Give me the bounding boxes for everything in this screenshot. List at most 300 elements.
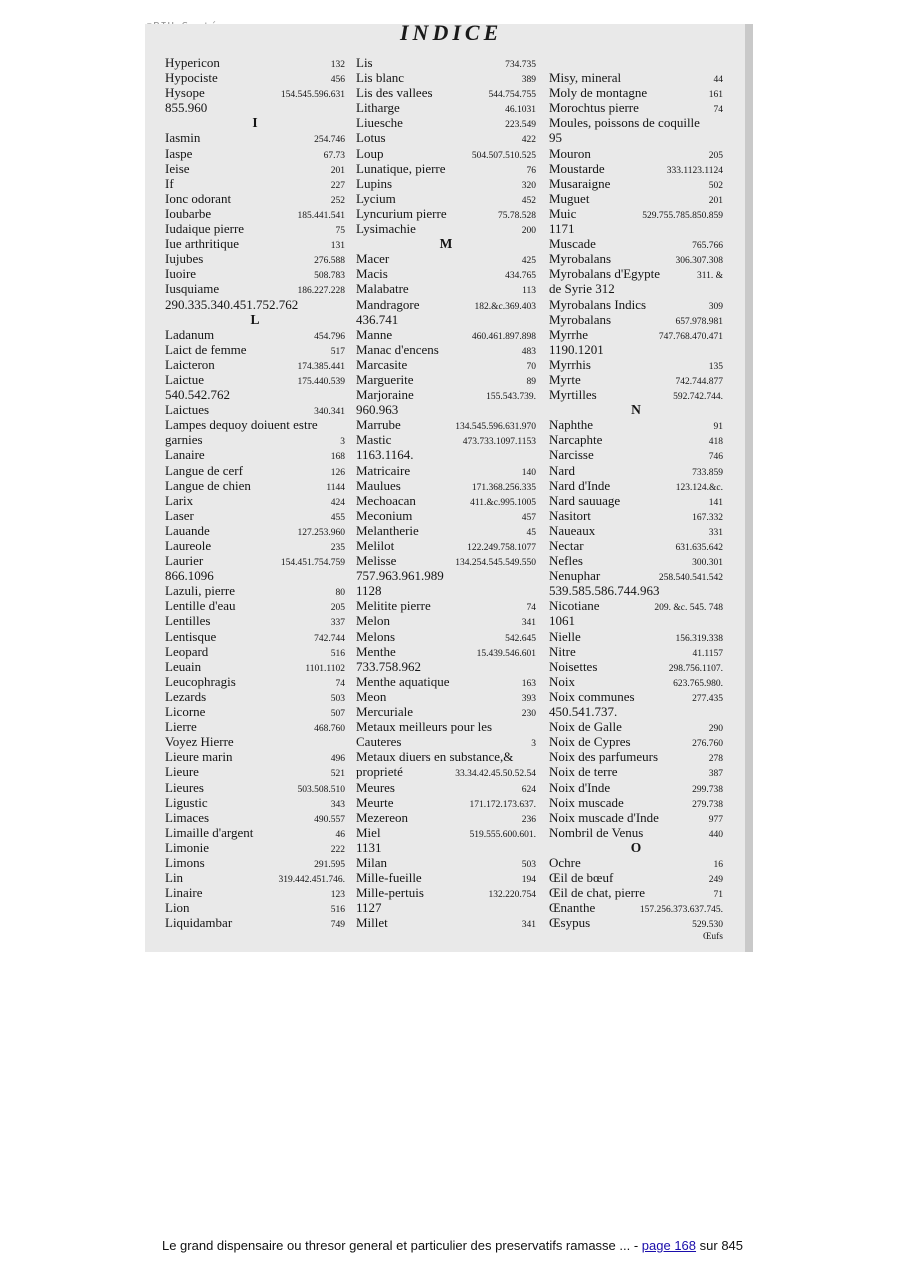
index-entry [549,659,723,674]
section-letter [165,312,345,327]
entry-pages: 174.385.441 [297,361,345,372]
entry-pages: 455 [330,512,345,523]
index-entry [356,297,536,312]
entry-pages: 434.765 [505,271,536,282]
entry-term: Lysimachie [356,221,416,237]
entry-term: Metaux diuers en substance,& [356,749,514,765]
entry-term: O [630,839,642,855]
entry-pages: 67.73 [323,150,345,161]
entry-pages: 167.332 [692,512,723,523]
index-entry [165,372,345,387]
index-entry [356,764,536,779]
index-entry [549,70,723,85]
index-entry [356,115,536,130]
index-entry [356,312,536,327]
entry-term: Naueaux [549,522,596,538]
entry-term: Lis blanc [356,70,405,86]
index-entry [549,372,723,387]
entry-term: Myrrhis [549,356,591,372]
entry-term: Limaille d'argent [165,824,254,840]
index-entry [356,538,536,553]
index-entry [549,734,723,749]
entry-pages: 278 [708,754,723,765]
entry-pages: 516 [330,905,345,916]
index-entry [165,221,345,236]
entry-term: Myrrhe [549,326,588,342]
entry-term: Nicotiane [549,598,600,614]
entry-pages: 473.733.1097.1153 [462,437,536,448]
entry-term: Licorne [165,704,206,720]
entry-term: Nefles [549,553,583,569]
entry-pages: 175.440.539 [297,376,345,387]
entry-term: 450.541.737. [549,704,618,720]
index-entry [356,704,536,719]
entry-pages: 291.595 [314,859,345,870]
entry-pages: 765.766 [692,241,723,252]
entry-term: Manac d'encens [356,341,439,357]
index-entry [549,613,723,628]
index-entry [356,629,536,644]
entry-term: Ligustic [165,794,208,810]
index-entry [165,644,345,659]
entry-term: Lezards [165,688,207,704]
entry-pages: 70 [526,361,536,372]
index-entry [356,523,536,538]
index-entry [165,251,345,266]
index-entry [165,191,345,206]
entry-term: Ladanum [165,326,215,342]
entry-term: Lotus [356,130,386,146]
index-entry [165,629,345,644]
entry-pages: 503.508.510 [297,784,345,795]
entry-term: Œnanthe [549,900,596,916]
index-entry [165,266,345,281]
entry-pages: 123 [330,890,345,901]
entry-term: Mastic [356,432,392,448]
entry-pages: 44 [713,75,723,86]
entry-term: Lauande [165,522,210,538]
entry-term: Liquidambar [165,915,233,931]
index-entry [356,176,536,191]
page-total: sur 845 [696,1238,744,1253]
entry-term: Œil de chat, pierre [549,885,646,901]
index-entry [165,704,345,719]
entry-term: Lis des vallees [356,85,433,101]
entry-term: Mille-fueille [356,870,422,886]
entry-term: Mouron [549,145,591,161]
index-entry [549,115,723,130]
entry-term: Lentilles [165,613,211,629]
entry-term: Maulues [356,477,401,493]
index-entry [549,146,723,161]
entry-pages: 209. &c. 545. 748 [654,603,723,614]
entry-pages: 75 [335,226,345,237]
entry-pages: 387 [708,769,723,780]
entry-pages: 422 [521,135,536,146]
entry-term: Melon [356,613,390,629]
index-entry [165,85,345,100]
index-entry [549,221,723,236]
entry-pages: 306.307.308 [675,256,723,267]
entry-term: Lieures [165,779,204,795]
index-entry [165,100,345,115]
index-entry [549,825,723,840]
entry-pages: 113 [522,286,536,297]
entry-pages: 76 [526,165,536,176]
entry-pages: 252 [330,195,345,206]
entry-pages: 468.760 [314,724,345,735]
index-entry [165,447,345,462]
entry-term: 1127 [356,900,382,916]
index-entry [165,780,345,795]
entry-pages: 300.301 [692,558,723,569]
entry-pages: 156.319.338 [675,633,723,644]
entry-term: N [631,402,641,418]
index-entry [165,327,345,342]
entry-pages: 460.461.897.898 [471,331,536,342]
entry-term: Marjoraine [356,387,414,403]
entry-pages: 132 [330,60,345,70]
entry-term: 290.335.340.451.752.762 [165,296,299,312]
index-entry [356,749,536,764]
entry-pages: 127.253.960 [297,527,345,538]
entry-pages: 299.738 [692,784,723,795]
entry-term: Macis [356,266,388,282]
index-entry [356,206,536,221]
entry-pages: 126 [330,467,345,478]
index-entry [549,870,723,885]
entry-pages: Œufs [702,932,723,943]
entry-term: Ionc odorant [165,190,232,206]
entry-term: Narcisse [549,447,594,463]
entry-term: Laureole [165,538,212,553]
entry-pages: 542.645 [505,633,536,644]
entry-pages: 341 [521,920,536,931]
entry-term: Nectar [549,538,584,553]
index-entry [356,583,536,598]
index-entry [549,85,723,100]
entry-pages: 194 [521,875,536,886]
entry-term: Lanaire [165,447,205,463]
entry-pages: 490.557 [314,814,345,825]
entry-term: Laurier [165,553,204,569]
entry-pages: 141 [708,497,723,508]
entry-pages: 298.756.1107. [668,663,723,674]
entry-term: Marcasite [356,356,408,372]
entry-pages: 742.744.877 [675,376,723,387]
index-entry [549,161,723,176]
entry-term: Muscade [549,236,596,252]
section-letter [549,402,723,417]
index-entry [165,297,345,312]
entry-term: 1131 [356,839,382,855]
index-entry [356,840,536,855]
entry-pages: 504.507.510.525 [471,150,536,161]
index-entry [356,689,536,704]
index-entry [549,704,723,719]
index-entry [356,357,536,372]
entry-pages: 309 [708,301,723,312]
entry-pages: 290 [708,724,723,735]
index-entry [549,463,723,478]
entry-term: Œil de bœuf [549,870,614,886]
entry-term: Lunatique, pierre [356,160,446,176]
index-entry [549,930,723,945]
entry-term: Iaspe [165,145,193,161]
entry-term: Milan [356,854,388,870]
entry-term: proprieté [356,764,403,780]
entry-pages: 331 [708,527,723,538]
index-entry [356,780,536,795]
entry-term: Hypociste [165,70,218,86]
footer [0,1238,905,1253]
entry-term: If [165,175,174,191]
entry-term: Lentisque [165,628,217,644]
index-entry [165,659,345,674]
index-entry [356,281,536,296]
index-entry [356,463,536,478]
page-link[interactable]: page 168 [641,1238,697,1253]
index-column-3 [549,55,723,946]
entry-term: Meures [356,779,395,795]
index-entry [549,644,723,659]
index-entry [356,900,536,915]
entry-term: Lentille d'eau [165,598,236,614]
index-entry [356,417,536,432]
entry-pages: 122.249.758.1077 [467,543,536,553]
entry-pages: 516 [330,648,345,659]
index-entry [549,251,723,266]
entry-pages: 592.742.744. [673,392,723,403]
entry-term: Litharge [356,100,400,116]
entry-pages: 279.738 [692,799,723,810]
index-entry [549,780,723,795]
index-entry [165,55,345,70]
entry-pages: 425 [521,256,536,267]
index-entry [549,417,723,432]
index-entry [165,417,345,432]
index-entry [549,55,723,70]
entry-pages: 91 [713,422,723,433]
entry-term: Iujubes [165,251,204,267]
index-entry [165,387,345,402]
entry-term: 1171 [549,221,575,237]
index-entry [549,266,723,281]
index-entry [549,795,723,810]
index-entry [549,432,723,447]
entry-term: Misy, mineral [549,70,622,86]
index-entry [356,885,536,900]
entry-pages: 452 [521,195,536,206]
entry-term: Myrobalans Indics [549,296,647,312]
entry-pages: 205 [708,150,723,161]
entry-pages: 155.543.739. [486,392,536,403]
index-entry [549,915,723,930]
entry-term: 1190.1201 [549,341,604,357]
entry-pages: 277.435 [692,693,723,704]
index-entry [165,432,345,447]
entry-term: 757.963.961.989 [356,568,444,584]
index-entry [356,342,536,357]
index-entry [549,236,723,251]
index-entry [356,327,536,342]
index-entry [165,764,345,779]
entry-term: Macer [356,251,390,267]
entry-term: Mille-pertuis [356,885,424,901]
entry-term: Noix de Cypres [549,734,631,750]
index-entry [356,810,536,825]
index-entry [356,719,536,734]
index-entry [356,915,536,930]
entry-term: Miel [356,824,381,840]
entry-term: 855.960 [165,100,208,116]
index-entry [165,130,345,145]
entry-pages: 333.1123.1124 [666,165,723,176]
entry-pages: 134.545.596.631.970 [455,422,536,433]
entry-pages: 418 [708,437,723,448]
entry-pages: 227 [330,180,345,191]
entry-pages: 140 [521,467,536,478]
entry-pages: 89 [526,376,536,387]
index-entry [165,523,345,538]
index-entry [549,674,723,689]
index-entry [165,840,345,855]
index-entry [356,870,536,885]
index-entry [549,478,723,493]
entry-pages: 223.549 [505,120,536,131]
entry-term: Manne [356,326,393,342]
entry-pages: 123.124.&c. [675,482,723,493]
index-entry [549,493,723,508]
entry-pages: 508.783 [314,271,345,282]
index-entry [356,100,536,115]
entry-term: Mechoacan [356,492,416,508]
index-entry [356,508,536,523]
entry-term: I [252,115,258,131]
entry-pages: 337 [330,618,345,629]
entry-term: Langue de cerf [165,462,243,478]
index-entry [356,447,536,462]
entry-term: Melitite pierre [356,598,431,614]
entry-pages: 496 [330,754,345,765]
entry-pages: 519.555.600.601. [469,829,536,840]
entry-term: garnies [165,432,203,448]
index-entry [165,689,345,704]
entry-term: Nitre [549,643,576,659]
entry-pages: 340.341 [314,407,345,418]
entry-term: Lierre [165,719,197,735]
entry-pages: 311. & [696,271,723,282]
entry-term: Iue arthritique [165,236,239,252]
entry-term: 539.585.586.744.963 [549,583,660,599]
index-entry [549,538,723,553]
index-entry [356,644,536,659]
index-entry [549,553,723,568]
entry-term: Iuoire [165,266,197,282]
entry-pages: 201 [708,195,723,206]
index-entry [549,810,723,825]
entry-term: Millet [356,915,388,931]
index-entry [165,70,345,85]
entry-pages: 623.765.980. [673,678,723,689]
index-entry [165,508,345,523]
entry-pages: 977 [708,814,723,825]
entry-term: Mercuriale [356,704,414,720]
entry-term: Melilot [356,538,395,553]
entry-term: Lupins [356,175,393,191]
entry-pages: 389 [521,75,536,86]
index-entry [165,825,345,840]
entry-term: Noix de Galle [549,719,622,735]
entry-term: Voyez Hierre [165,734,234,750]
entry-term: Narcaphte [549,432,603,448]
entry-pages: 171.368.256.335 [471,482,536,493]
entry-term: Musaraigne [549,175,611,191]
index-entry [549,297,723,312]
entry-term: Limaces [165,809,210,825]
index-entry [356,613,536,628]
entry-term: Myrobalans d'Egypte [549,266,661,282]
index-entry [165,855,345,870]
entry-term: Menthe aquatique [356,673,450,689]
index-entry [356,478,536,493]
entry-pages: 254.746 [314,135,345,146]
entry-term: Leucophragis [165,673,236,689]
entry-term: Lin [165,870,184,886]
entry-term: Muguet [549,190,590,206]
entry-pages: 411.&c.995.1005 [470,497,536,508]
entry-pages: 624 [521,784,536,795]
entry-pages: 544.754.755 [488,90,536,101]
entry-pages: 3 [340,437,345,448]
entry-term: Leuain [165,658,202,674]
entry-term: 540.542.762 [165,387,230,403]
entry-term: Naphthe [549,417,594,433]
index-entry [549,749,723,764]
entry-pages: 200 [521,226,536,237]
entry-term: Noix de terre [549,764,618,780]
entry-pages: 3 [531,739,536,750]
index-entry [549,281,723,296]
index-entry [356,568,536,583]
entry-term: 95 [549,130,562,146]
index-entry [549,629,723,644]
entry-term: Œsypus [549,915,591,931]
index-entry [549,130,723,145]
entry-term: Nombril de Venus [549,824,644,840]
entry-pages: 319.442.451.746. [278,875,345,886]
entry-term: Langue de chien [165,477,251,493]
entry-term: Nasitort [549,507,591,523]
index-entry [356,251,536,266]
entry-pages: 182.&c.369.403 [474,301,536,312]
entry-term: Laictues [165,402,210,418]
entry-term: Iasmin [165,130,201,146]
entry-pages: 132.220.754 [488,890,536,901]
entry-term: Nenuphar [549,568,601,584]
entry-term: Melons [356,628,395,644]
entry-pages: 154.545.596.631 [280,90,345,101]
entry-pages: 157.256.373.637.745. [639,905,723,916]
entry-term: Nard sauuage [549,492,621,508]
entry-pages: 503 [521,859,536,870]
entry-pages: 631.635.642 [675,543,723,553]
entry-pages: 230 [521,709,536,720]
entry-pages: 41.1157 [692,648,723,659]
entry-pages: 131 [330,241,345,252]
entry-pages: 276.588 [314,256,345,267]
entry-pages: 134.254.545.549.550 [455,558,536,569]
